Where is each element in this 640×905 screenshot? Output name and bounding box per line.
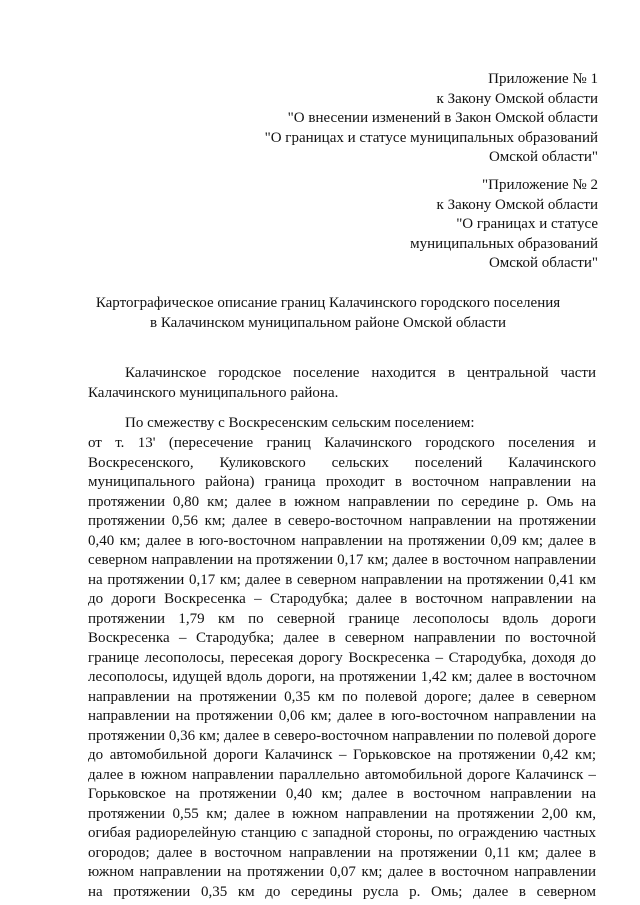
title-line: в Калачинском муниципальном районе Омской области [150, 314, 506, 331]
body-line: огибая радиорелейную станцию с западной стороны, по ограждению частных [88, 825, 596, 841]
body-line: на протяжении 0,35 км до середины русла р. Омь; далее в северном [88, 883, 596, 900]
appendix-1-line: Омской области" [488, 149, 598, 165]
document-title [60, 294, 596, 333]
appendix-2-line: "О границах и статусе [456, 216, 598, 232]
body-line: до дороги Воскресенка – Стародубка; далее в восточном направлении на [88, 591, 596, 607]
appendix-2-line: Омской области" [488, 255, 598, 271]
body-line: протяжении 0,80 км; далее в южном направлении по середине р. Омь на [88, 493, 596, 510]
body-line: направлении на протяжении 0,06 км; далее в юго-восточном направлении на [88, 708, 596, 724]
appendix-2-header [410, 176, 598, 274]
body-line: от т. 13' (пересечение границ Калачинского городского поселения и [88, 435, 596, 451]
body-line: до автомобильной дороги Калачинск – Горьковское на протяжении 0,42 км; [88, 747, 596, 763]
body-line: Воскресенка – Стародубка; далее в северном направлении по восточной [88, 630, 596, 646]
appendix-1-line: "О внесении изменений в Закон Омской области [287, 110, 598, 126]
body-line: протяжении 0,56 км; далее в северо-восточном направлении на протяжении [88, 513, 596, 529]
appendix-2-line: муниципальных образований [410, 235, 598, 252]
body-line: лесополосы, идущей вдоль дороги, на протяжении 1,42 км; далее в восточном [88, 669, 596, 685]
title-line: Картографическое описание границ Калачинского городского поселения [95, 295, 561, 311]
body-line: 0,40 км; далее в юго-восточном направлении на протяжении 0,09 км; далее в [88, 532, 596, 549]
adjacency-heading: По смежеству с Воскресенским сельским поселением: [125, 415, 475, 431]
body-line: направлении на протяжении 0,35 км по полевой дороге; далее в северном [88, 688, 596, 705]
boundary-description [88, 434, 596, 902]
appendix-1-line: "О границах и статусе муниципальных образований [264, 129, 598, 146]
intro-line: Калачинское городское поселение находится в центральной части [125, 365, 596, 381]
body-line: границе лесополосы, пересекая дорогу Воскресенка – Стародубка, доходя до [88, 649, 596, 666]
appendix-2-line: "Приложение № 2 [482, 177, 598, 193]
body-line: огородов; далее в восточном направлении на протяжении 0,11 км; далее в [88, 844, 596, 861]
intro-line: Калачинского муниципального района. [88, 384, 339, 401]
body-line: Воскресенского, Куликовского сельских поселений Калачинского [88, 454, 596, 471]
body-line: протяжении 0,55 км; далее в южном направлении на протяжении 2,00 км, [88, 805, 596, 822]
body-line: северном направлении на протяжении 0,17 км; далее в восточном направлении [88, 552, 596, 568]
intro-paragraph [88, 364, 596, 403]
body-line: Горьковское на протяжении 0,40 км; далее в восточном направлении на [88, 786, 596, 802]
body-line: протяжении 1,79 км по северной границе лесополосы вдоль дороги [88, 610, 596, 627]
appendix-1-line: к Закону Омской области [436, 90, 598, 107]
body-line: южном направлении на протяжении 0,07 км; далее в восточном направлении [88, 864, 596, 880]
body-line: муниципального района) граница проходит в восточном направлении на [88, 474, 596, 490]
body-line: протяжении 0,36 км; далее в северо-восточном направлении по полевой дороге [88, 727, 596, 744]
body-line: далее в южном направлении параллельно автомобильной дороге Калачинск – [88, 766, 596, 783]
appendix-1-header [265, 70, 598, 168]
appendix-2-line: к Закону Омской области [436, 196, 598, 213]
appendix-1-line: Приложение № 1 [488, 71, 598, 87]
body-line: на протяжении 0,17 км; далее в северном направлении на протяжении 0,41 км [88, 571, 596, 588]
